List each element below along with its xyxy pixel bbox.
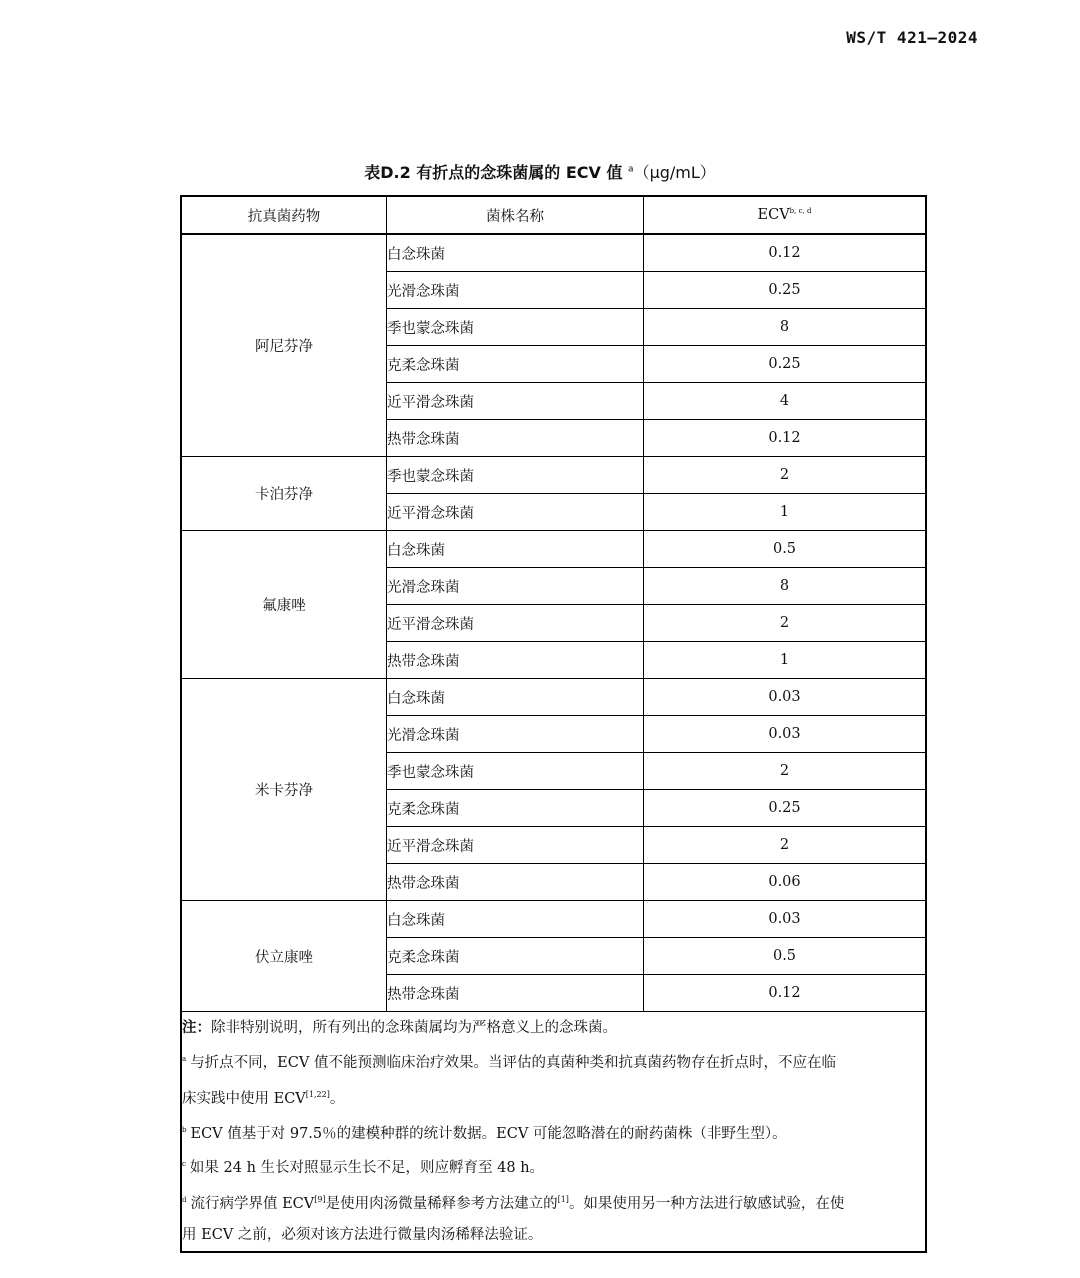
note-label: 注： <box>182 1019 211 1036</box>
column-header-strain: 菌株名称 <box>387 196 644 234</box>
footnote-d-text-4: 用 ECV 之前，必须对该方法进行微量肉汤稀释法验证。 <box>182 1227 543 1244</box>
ecv-table <box>180 195 927 1253</box>
strain-name-cell: 热带念珠菌 <box>387 642 644 679</box>
footnote-a-text-1: 与折点不同，ECV 值不能预测临床治疗效果。当评估的真菌种类和抗真菌药物存在折点时，不应在临 <box>190 1054 836 1071</box>
table-title-text: 表D.2 有折点的念珠菌属的 ECV 值 <box>364 163 623 182</box>
footnote-c-mark: c <box>182 1160 186 1169</box>
strain-name-cell: 近平滑念珠菌 <box>387 383 644 420</box>
strain-name-cell: 光滑念珠菌 <box>387 272 644 309</box>
column-header-ecv-text: ECV <box>757 207 790 223</box>
column-header-ecv <box>644 196 927 234</box>
ecv-value-cell: 0.25 <box>644 346 927 383</box>
footnote-d <box>182 1184 925 1220</box>
table-title-footnote-mark: a <box>628 164 634 175</box>
ecv-value-cell: 8 <box>644 568 927 605</box>
footnote-d-text-3: 。如果使用另一种方法进行敏感试验，在使 <box>568 1196 845 1213</box>
table-header-row <box>181 196 926 234</box>
strain-name-cell: 光滑念珠菌 <box>387 568 644 605</box>
ecv-value-cell: 0.06 <box>644 864 927 901</box>
drug-name-cell: 伏立康唑 <box>181 901 387 1012</box>
strain-name-cell: 白念珠菌 <box>387 531 644 568</box>
table-body <box>181 234 926 1012</box>
table-notes <box>181 1012 926 1253</box>
ecv-value-cell: 0.12 <box>644 234 927 272</box>
strain-name-cell: 克柔念珠菌 <box>387 938 644 975</box>
strain-name-cell: 近平滑念珠菌 <box>387 605 644 642</box>
table-title-unit: （μg/mL） <box>633 163 716 182</box>
ecv-value-cell: 4 <box>644 383 927 420</box>
footnote-d-reference-2: [1] <box>557 1195 569 1205</box>
notes-row <box>181 1012 926 1253</box>
document-code: WS/T 421—2024 <box>846 28 978 47</box>
footnote-d-reference-1: [9] <box>314 1195 326 1205</box>
table-title <box>0 160 1080 183</box>
ecv-value-cell: 0.5 <box>644 531 927 568</box>
drug-name-cell: 阿尼芬净 <box>181 234 387 457</box>
ecv-value-cell: 0.03 <box>644 901 927 938</box>
strain-name-cell: 近平滑念珠菌 <box>387 827 644 864</box>
ecv-value-cell: 2 <box>644 753 927 790</box>
table-row <box>181 531 926 568</box>
drug-name-cell: 氟康唑 <box>181 531 387 679</box>
strain-name-cell: 白念珠菌 <box>387 679 644 716</box>
table-row <box>181 457 926 494</box>
footnote-a-mark: a <box>182 1055 187 1063</box>
ecv-value-cell: 2 <box>644 605 927 642</box>
table-row <box>181 901 926 938</box>
footnote-a <box>182 1044 925 1079</box>
column-header-ecv-marks: b, c, d <box>789 207 812 216</box>
drug-name-cell: 卡泊芬净 <box>181 457 387 531</box>
ecv-value-cell: 1 <box>644 642 927 679</box>
ecv-value-cell: 0.12 <box>644 420 927 457</box>
strain-name-cell: 光滑念珠菌 <box>387 716 644 753</box>
footnote-b <box>182 1115 925 1150</box>
table-row <box>181 679 926 716</box>
table-row <box>181 234 926 272</box>
footnote-d-mark: d <box>182 1196 187 1205</box>
note-main-text: 除非特别说明，所有列出的念珠菌属均为严格意义上的念珠菌。 <box>211 1020 617 1036</box>
ecv-value-cell: 0.03 <box>644 679 927 716</box>
ecv-value-cell: 0.5 <box>644 938 927 975</box>
footnote-c-text: 如果 24 h 生长对照显示生长不足，则应孵育至 48 h。 <box>189 1160 545 1177</box>
footnote-a-text-2: 床实践中使用 ECV <box>182 1090 306 1107</box>
ecv-value-cell: 8 <box>644 309 927 346</box>
footnote-b-mark: b <box>182 1125 187 1134</box>
ecv-value-cell: 0.12 <box>644 975 927 1012</box>
strain-name-cell: 季也蒙念珠菌 <box>387 753 644 790</box>
ecv-value-cell: 2 <box>644 827 927 864</box>
strain-name-cell: 热带念珠菌 <box>387 420 644 457</box>
ecv-value-cell: 0.03 <box>644 716 927 753</box>
ecv-value-cell: 1 <box>644 494 927 531</box>
drug-name-cell: 米卡芬净 <box>181 679 387 901</box>
footnote-d-text-1: 流行病学界值 ECV <box>190 1196 315 1213</box>
strain-name-cell: 近平滑念珠菌 <box>387 494 644 531</box>
strain-name-cell: 克柔念珠菌 <box>387 346 644 383</box>
strain-name-cell: 季也蒙念珠菌 <box>387 309 644 346</box>
ecv-value-cell: 0.25 <box>644 790 927 827</box>
strain-name-cell: 白念珠菌 <box>387 901 644 938</box>
footnote-d-text-2: 是使用肉汤微量稀释参考方法建立的 <box>325 1196 558 1213</box>
ecv-value-cell: 2 <box>644 457 927 494</box>
strain-name-cell: 季也蒙念珠菌 <box>387 457 644 494</box>
strain-name-cell: 热带念珠菌 <box>387 864 644 901</box>
footnote-a-text-3: 。 <box>329 1090 345 1107</box>
strain-name-cell: 白念珠菌 <box>387 234 644 272</box>
footnote-d-continued <box>182 1220 925 1251</box>
footnote-c <box>182 1149 925 1184</box>
footnote-a-reference: [1,22] <box>305 1089 330 1099</box>
ecv-value-cell: 0.25 <box>644 272 927 309</box>
note-main <box>182 1012 925 1044</box>
footnote-b-text: ECV 值基于对 97.5％的建模种群的统计数据。ECV 可能忽略潜在的耐药菌株（非野生型）。 <box>190 1125 787 1142</box>
footnote-a-continued <box>182 1079 925 1115</box>
strain-name-cell: 热带念珠菌 <box>387 975 644 1012</box>
column-header-drug: 抗真菌药物 <box>181 196 387 234</box>
strain-name-cell: 克柔念珠菌 <box>387 790 644 827</box>
